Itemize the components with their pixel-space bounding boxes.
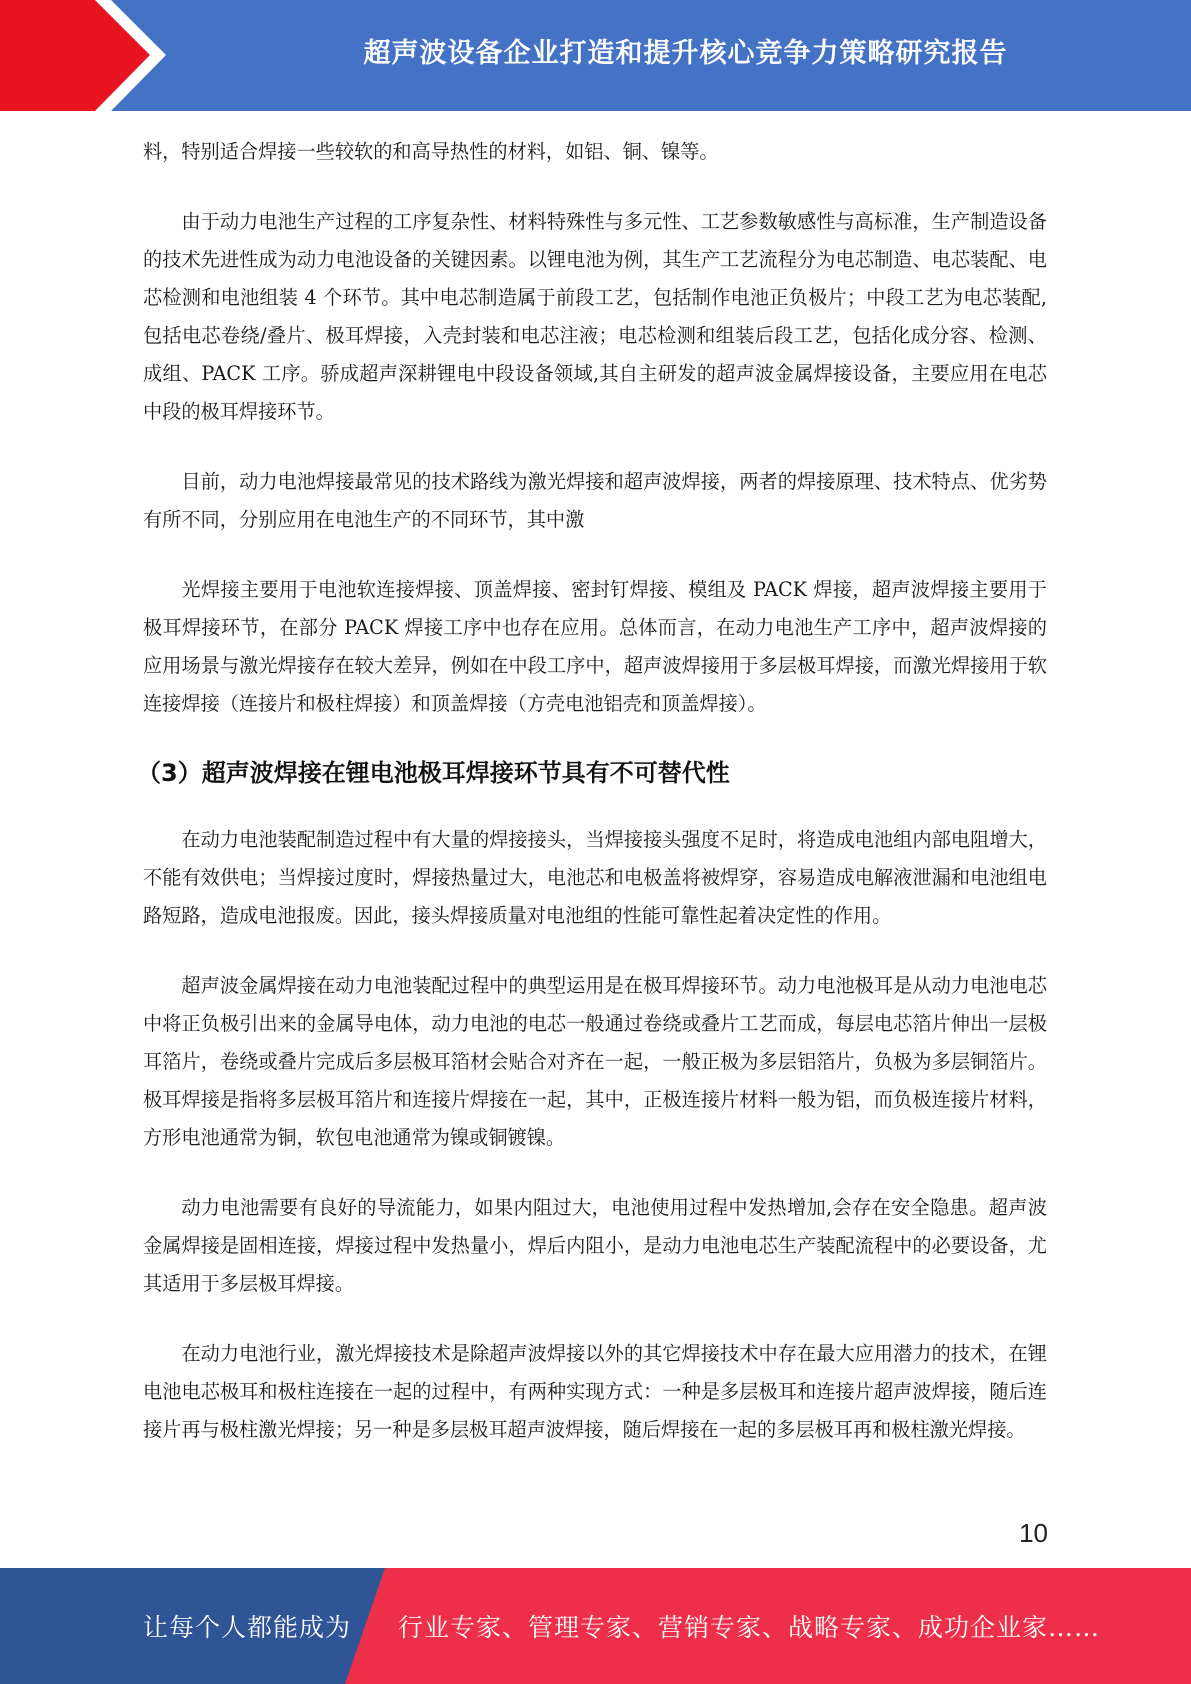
page-header: [0, 0, 1191, 111]
footer-slogan-right: 行业专家、管理专家、营销专家、战略专家、成功企业家……: [398, 1613, 1101, 1642]
report-title: 超声波设备企业打造和提升核心竞争力策略研究报告: [363, 37, 1008, 69]
section-heading: （3）超声波焊接在锂电池极耳焊接环节具有不可替代性: [137, 759, 730, 787]
page-number: 10: [1019, 1518, 1048, 1548]
footer-slogan-left: 让每个人都能成为: [143, 1613, 352, 1642]
paragraph: 在动力电池行业，激光焊接技术是除超声波焊接以外的其它焊接技术中存在最大应用潜力的技术，在锂电池电芯极耳和极柱连接在一起的过程中，有两种实现方式：一种是多层极耳和连接片超声波焊接，随后连接片再与极柱激光焊接；另一种是多层极耳超声波焊接，随后焊接在一起的多层极耳再和极柱激光焊接。: [143, 1342, 1047, 1441]
page-footer: [0, 1568, 1191, 1684]
header-chevron-icon: [0, 0, 200, 111]
document-body: [137, 133, 1047, 1481]
paragraph: 由于动力电池生产过程的工序复杂性、材料特殊性与多元性、工艺参数敏感性与高标准，生产制造设备的技术先进性成为动力电池设备的关键因素。以锂电池为例，其生产工艺流程分为电芯制造、电芯装配、电芯检测和电池组装 4 个环节。其中电芯制造属于前段工艺，包括制作电池正负极片；中段工艺为电芯装配,包括电芯卷绕/叠片、极耳焊接，入壳封装和电芯注液；电芯检测和组装后段工艺，包括化成分容、检测、成组、PACK 工序。骄成超声深耕锂电中段设备领域,其自主研发的超声波金属焊接设备，主要应用在电芯中段的极耳焊接环节。: [143, 210, 1047, 423]
paragraph: 动力电池需要有良好的导流能力，如果内阻过大，电池使用过程中发热增加,会存在安全隐患。超声波金属焊接是固相连接，焊接过程中发热量小，焊后内阻小，是动力电池电芯生产装配流程中的必要设备，尤其适用于多层极耳焊接。: [143, 1196, 1047, 1295]
paragraph: 目前，动力电池焊接最常见的技术路线为激光焊接和超声波焊接，两者的焊接原理、技术特点、优劣势有所不同，分别应用在电池生产的不同环节，其中激: [143, 470, 1047, 531]
paragraph: 料，特别适合焊接一些较软的和高导热性的材料，如铝、铜、镍等。: [143, 140, 719, 163]
paragraph: 光焊接主要用于电池软连接焊接、顶盖焊接、密封钉焊接、模组及 PACK 焊接，超声波焊接主要用于极耳焊接环节，在部分 PACK 焊接工序中也存在应用。总体而言，在动力电池生产工序中，超声波焊接的应用场景与激光焊接存在较大差异，例如在中段工序中，超声波焊接用于多层极耳焊接，而激光焊接用于软连接焊接（连接片和极柱焊接）和顶盖焊接（方壳电池铝壳和顶盖焊接）。: [143, 578, 1047, 715]
paragraph: 超声波金属焊接在动力电池装配过程中的典型运用是在极耳焊接环节。动力电池极耳是从动力电池电芯中将正负极引出来的金属导电体，动力电池的电芯一般通过卷绕或叠片工艺而成，每层电芯箔片伸出一层极耳箔片，卷绕或叠片完成后多层极耳箔材会贴合对齐在一起，一般正极为多层铝箔片，负极为多层铜箔片。极耳焊接是指将多层极耳箔片和连接片焊接在一起，其中，正极连接片材料一般为铝，而负极连接片材料，方形电池通常为铜，软包电池通常为镍或铜镀镍。: [143, 974, 1047, 1149]
paragraph: 在动力电池装配制造过程中有大量的焊接接头，当焊接接头强度不足时，将造成电池组内部电阻增大，不能有效供电；当焊接过度时，焊接热量过大，电池芯和电极盖将被焊穿，容易造成电解液泄漏和电池组电路短路，造成电池报废。因此，接头焊接质量对电池组的性能可靠性起着决定性的作用。: [143, 828, 1047, 927]
